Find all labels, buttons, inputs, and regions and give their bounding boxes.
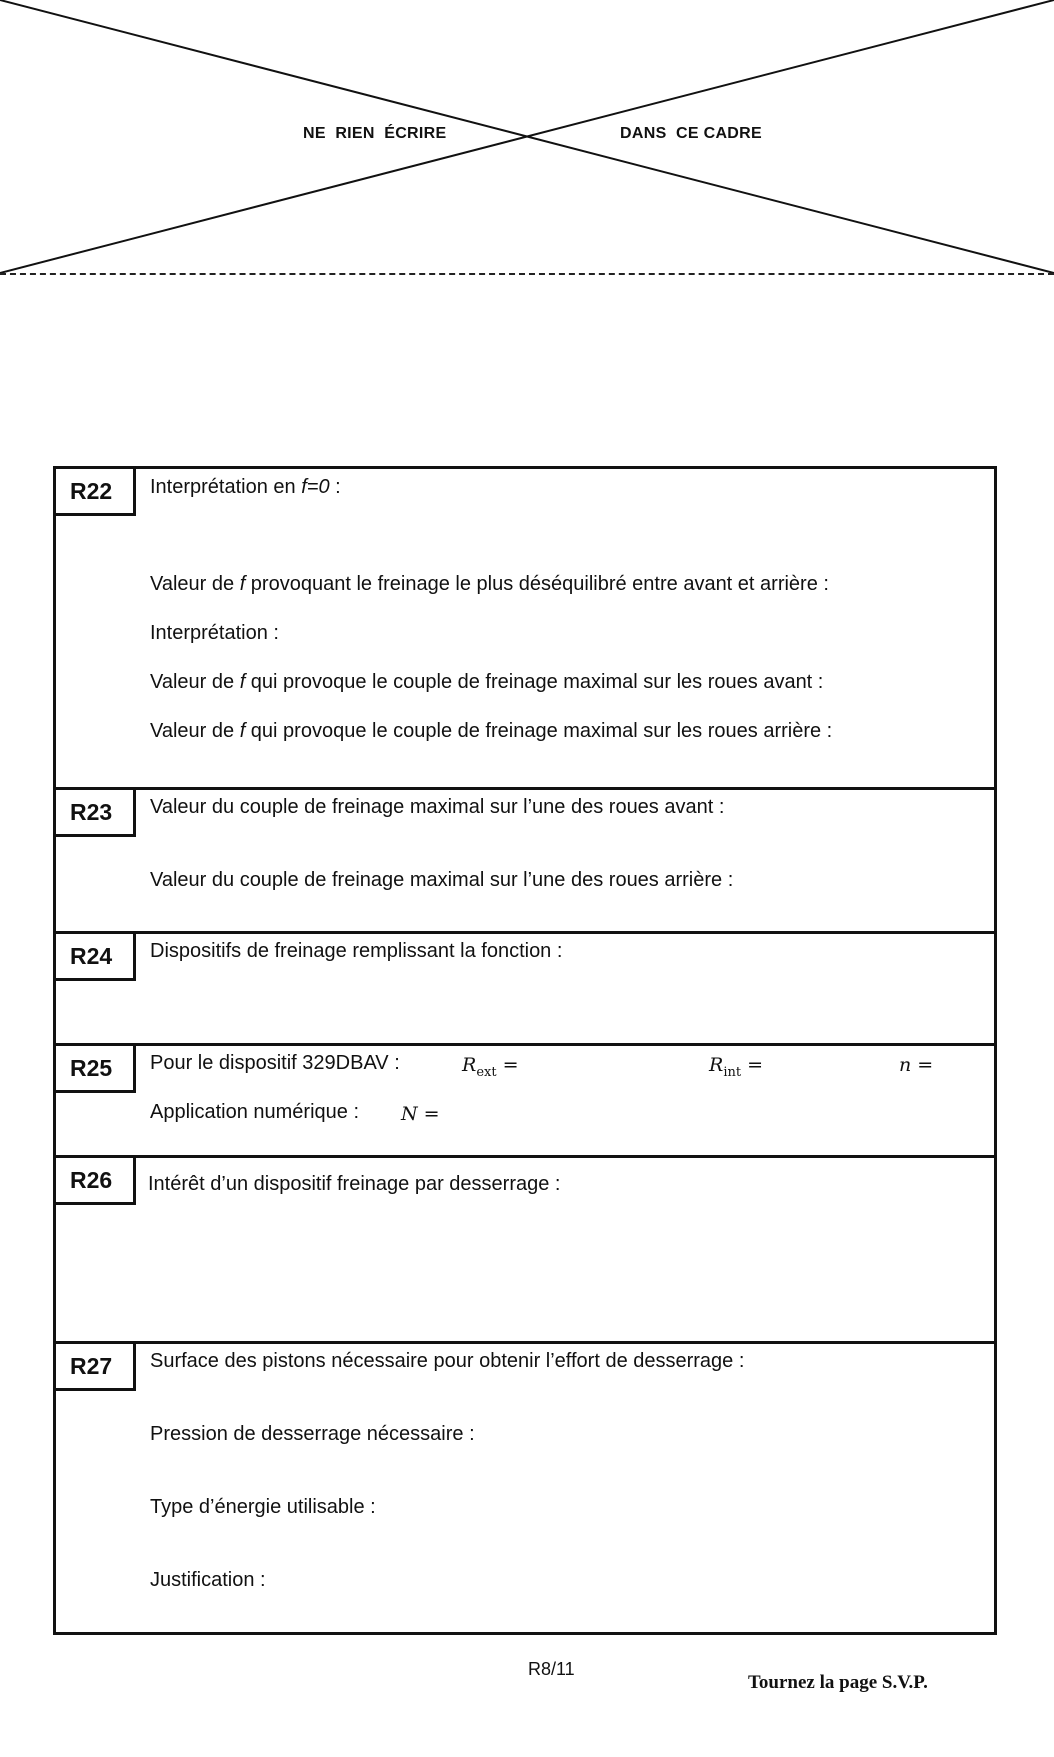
r22-question-3: Interprétation : (150, 622, 279, 644)
no-write-label-left: NE RIEN ÉCRIRE (299, 125, 451, 143)
turn-page-note: Tournez la page S.V.P. (748, 1672, 928, 1693)
r27-question-4: Justification : (150, 1569, 266, 1591)
r25-question-1: Pour le dispositif 329DBAV : (150, 1052, 400, 1074)
section-tag-r27: R27 (56, 1344, 136, 1391)
section-r24 (56, 934, 994, 1046)
r22-question-4: Valeur de f qui provoque le couple de freinage maximal sur les roues avant : (150, 671, 824, 693)
r24-question-1: Dispositifs de freinage remplissant la fonction : (150, 940, 563, 962)
answer-box (53, 466, 997, 1635)
r25-question-2: Application numérique : (150, 1101, 360, 1123)
section-tag-r25: R25 (56, 1046, 136, 1093)
section-tag-r22: R22 (56, 469, 136, 516)
section-tag-r23: R23 (56, 790, 136, 837)
section-r26 (56, 1158, 994, 1344)
r27-question-1: Surface des pistons nécessaire pour obtenir l’effort de desserrage : (150, 1350, 745, 1372)
r27-question-2: Pression de desserrage nécessaire : (150, 1423, 475, 1445)
no-write-zone-cross (0, 0, 1054, 280)
section-r25 (56, 1046, 994, 1158)
r22-question-1: Interprétation en f=0 : (150, 476, 341, 498)
r25-rext-formula: $R_{ext}$ = (462, 1054, 519, 1080)
r22-question-2: Valeur de f provoquant le freinage le plus déséquilibré entre avant et arrière : (150, 573, 829, 595)
r27-question-3: Type d’énergie utilisable : (150, 1496, 376, 1518)
r23-question-1: Valeur du couple de freinage maximal sur l’une des roues avant : (150, 796, 725, 818)
r25-rint-formula: $R_{int}$ = (709, 1054, 764, 1080)
no-write-label-right: DANS CE CADRE (616, 125, 766, 143)
section-tag-r26: R26 (56, 1158, 136, 1205)
section-tag-r24: R24 (56, 934, 136, 981)
r26-question-1: Intérêt d’un dispositif freinage par desserrage : (148, 1173, 561, 1195)
section-r27 (56, 1344, 994, 1632)
r22-question-5: Valeur de f qui provoque le couple de freinage maximal sur les roues arrière : (150, 720, 833, 742)
section-r23 (56, 790, 994, 934)
r22-var-f0: f=0 (301, 476, 330, 498)
cut-line (0, 273, 1054, 275)
r23-question-2: Valeur du couple de freinage maximal sur l’une des roues arrière : (150, 869, 734, 891)
page-number: R8/11 (528, 1659, 575, 1679)
section-r22 (56, 469, 994, 790)
r25-N-formula: N = (401, 1103, 440, 1125)
r25-n-formula: n = (899, 1054, 934, 1076)
